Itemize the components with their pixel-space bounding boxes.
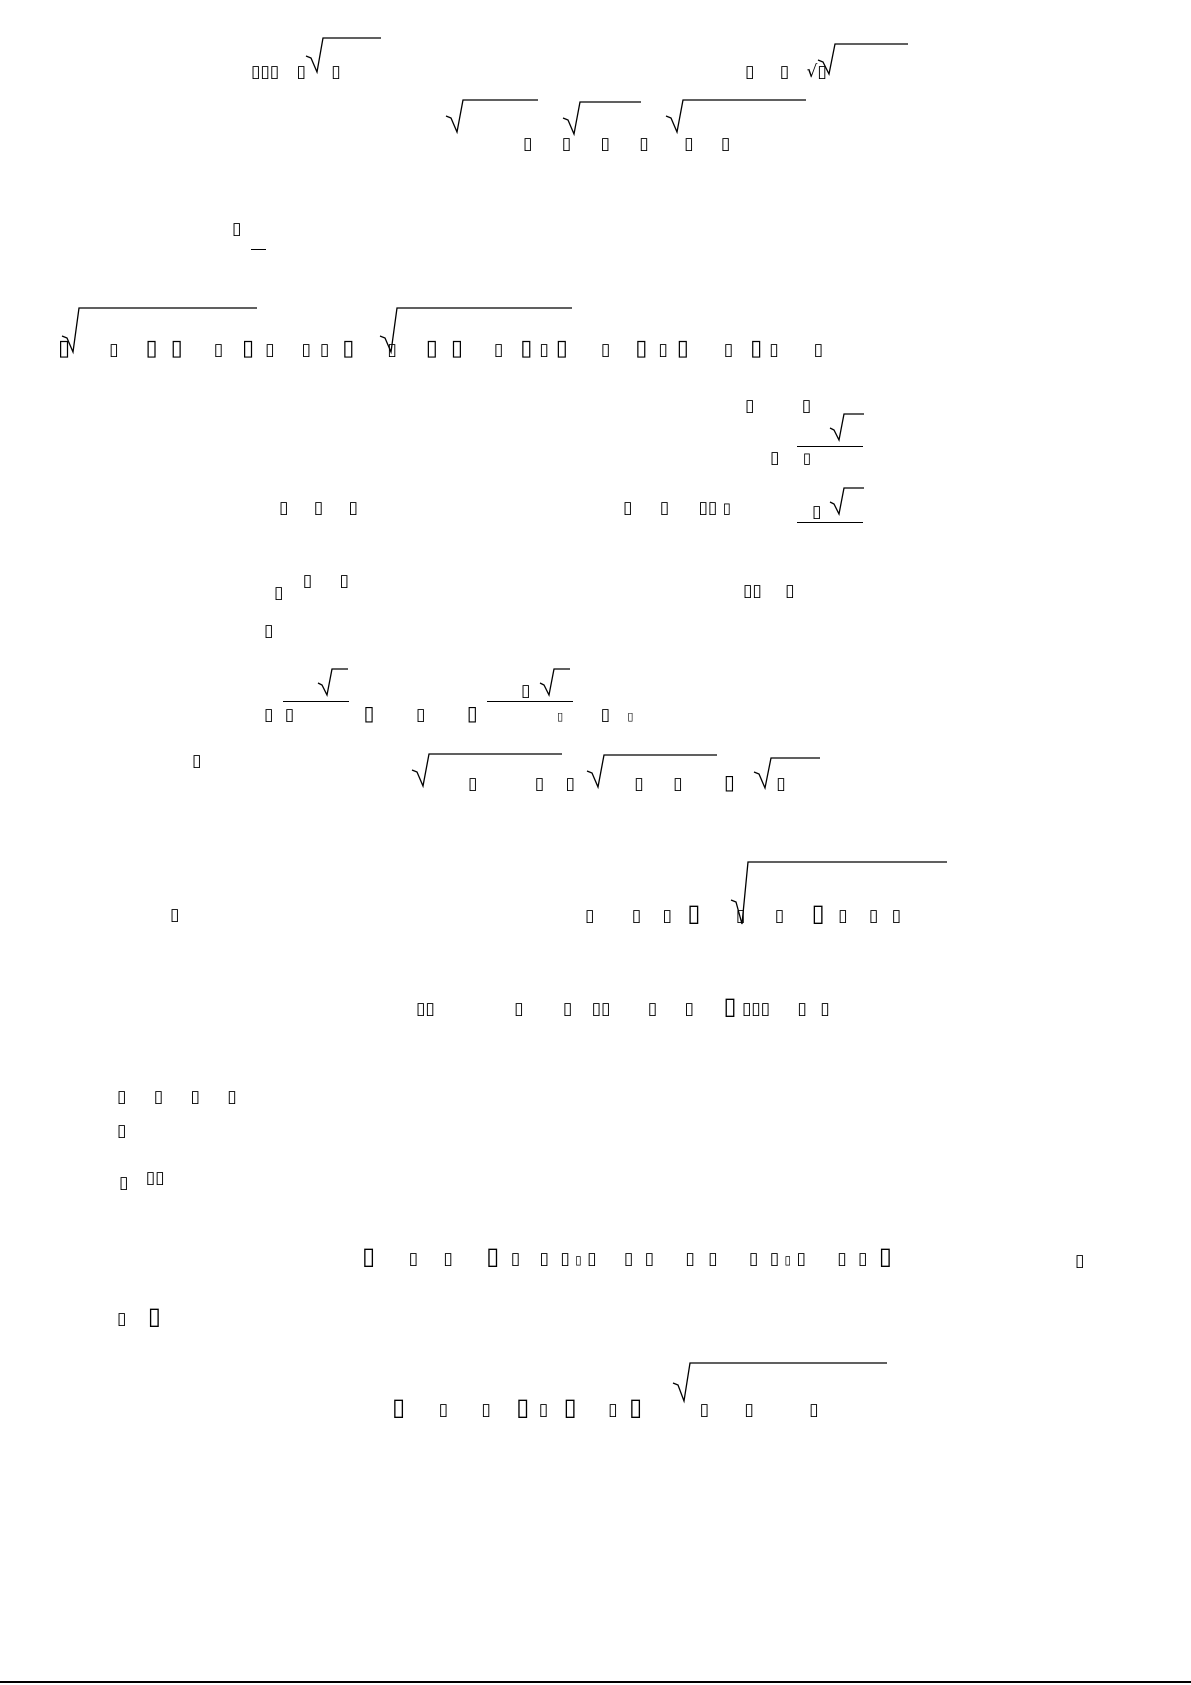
glyph: ▯ (170, 336, 183, 361)
glyph: ▯ (600, 340, 611, 360)
glyph: ▯ (117, 1087, 127, 1107)
glyph: ▯ (608, 1400, 618, 1420)
radical-sign (830, 486, 864, 516)
glyph: ▯ (560, 1249, 570, 1269)
glyph: ▯ (562, 999, 573, 1019)
glyph: ▯ (362, 1242, 376, 1270)
formula-line (770, 448, 811, 468)
glyph: ▯ (774, 906, 785, 926)
glyph: ▯ (523, 134, 533, 154)
glyph: ▯ (450, 336, 463, 361)
glyph: ▯▯▯ (741, 999, 771, 1019)
glyph: ▯ (676, 336, 689, 361)
glyph: ▯ (745, 62, 755, 82)
glyph: ▯ (387, 340, 397, 360)
glyph: ▯ (858, 1249, 868, 1269)
glyph: ▯ (837, 1249, 847, 1269)
glyph: ▯▯ (698, 498, 718, 518)
glyph: ▯ (575, 1253, 582, 1267)
glyph: ▯ (720, 134, 731, 154)
glyph: ▯ (265, 340, 275, 360)
glyph: ▯ (801, 396, 812, 416)
glyph: ▯ (809, 1400, 819, 1420)
fraction-bar (797, 446, 863, 447)
glyph: ▯ (779, 62, 790, 82)
glyph: ▯▯ (145, 1168, 165, 1188)
glyph: ▯ (363, 701, 375, 725)
glyph: ▯ (468, 774, 478, 794)
glyph: ▯ (878, 1242, 892, 1270)
formula-line (170, 905, 179, 925)
glyph: ▯ (538, 1400, 549, 1420)
glyph: ▯ (153, 1087, 164, 1107)
formula-line (585, 899, 901, 927)
glyph: ▯ (796, 1249, 806, 1269)
glyph: ▯ (539, 1249, 549, 1269)
glyph: ▯ (647, 999, 658, 1019)
fraction-bar (251, 249, 266, 250)
fraction-bar (487, 701, 573, 702)
glyph: ▯ (785, 581, 795, 601)
glyph: ▯ (302, 571, 313, 591)
glyph: ▯ (708, 1249, 718, 1269)
fraction-bar (283, 701, 349, 702)
formula-line (523, 134, 730, 154)
glyph: ▯ (723, 340, 734, 360)
glyph: ▯ (348, 498, 358, 518)
glyph: ▯ (673, 774, 683, 794)
formula-line (117, 1302, 161, 1330)
glyph: ▯▯▯ (251, 62, 280, 82)
formula-line (192, 751, 201, 771)
formula-line (468, 772, 786, 794)
radical-sign (818, 42, 908, 78)
formula-line (743, 581, 794, 601)
formula-line (745, 62, 827, 82)
glyph: ▯ (443, 1249, 453, 1269)
glyph: ▯ (274, 583, 284, 603)
glyph: ▯ (58, 336, 71, 361)
glyph: ▯ (117, 1309, 127, 1329)
glyph: ▯ (820, 999, 830, 1019)
formula-line (521, 681, 530, 701)
glyph: ▯ (408, 1249, 418, 1269)
glyph: ▯ (331, 62, 341, 82)
glyph: ▯ (301, 340, 311, 360)
glyph: ▯ (534, 774, 545, 794)
glyph: ▯ (425, 336, 438, 361)
radical-sign (666, 98, 806, 134)
formula-line (279, 498, 358, 518)
glyph: ▯ (415, 705, 426, 725)
glyph: ▯ (561, 134, 572, 154)
glyph: ▯ (838, 906, 848, 926)
radical-sign (306, 36, 381, 76)
formula-line (362, 1242, 892, 1270)
glyph: ▯ (812, 502, 822, 522)
formula-line (416, 992, 830, 1020)
glyph: ▯ (770, 448, 780, 468)
glyph: ▯ (539, 340, 549, 360)
radical-sign (540, 667, 570, 697)
glyph: ▯ (119, 1173, 129, 1193)
radical-sign (563, 100, 641, 136)
glyph: ▯ (438, 1400, 448, 1420)
glyph: ▯ (797, 999, 807, 1019)
formula-line (264, 621, 273, 641)
glyph: ▯ (284, 705, 295, 725)
formula-line (745, 396, 811, 416)
formula-line (117, 1087, 237, 1107)
glyph: ▯ (279, 498, 289, 518)
glyph: ▯ (1075, 1251, 1085, 1271)
glyph: ▯ (658, 340, 668, 360)
glyph: ▯ (486, 1242, 500, 1270)
glyph: ▯ (145, 336, 158, 361)
glyph: ▯ (516, 1393, 530, 1421)
glyph: ▯ (723, 992, 737, 1020)
glyph: ▯ (587, 1249, 597, 1269)
glyph: ▯ (170, 905, 180, 925)
glyph: ▯ (623, 498, 633, 518)
fraction-bar (797, 522, 863, 523)
glyph: ▯ (392, 1393, 406, 1421)
glyph: √▯ (806, 62, 827, 82)
glyph: ▯ (776, 774, 786, 794)
glyph: ▯ (296, 62, 306, 82)
glyph: ▯ (722, 499, 731, 517)
glyph: ▯ (192, 751, 202, 771)
glyph: ▯ (745, 396, 755, 416)
glyph: ▯ (699, 1400, 709, 1420)
glyph: ▯ (493, 340, 504, 360)
glyph: ▯ (109, 340, 119, 360)
glyph: ▯ (723, 770, 735, 794)
glyph: ▯ (687, 899, 701, 927)
glyph: ▯ (769, 1249, 780, 1269)
glyph: ▯ (264, 705, 274, 725)
glyph: ▯ (627, 710, 634, 723)
glyph: ▯ (555, 336, 568, 361)
glyph: ▯ (510, 1249, 521, 1269)
formula-line (117, 1121, 126, 1141)
glyph: ▯ (319, 340, 330, 360)
glyph: ▯ (190, 1087, 200, 1107)
glyph: ▯ (313, 498, 324, 518)
radical-sign (830, 412, 864, 442)
glyph: ▯ (117, 1121, 127, 1141)
glyph: ▯ (565, 774, 575, 794)
glyph: ▯ (600, 134, 610, 154)
glyph: ▯ (635, 336, 648, 361)
glyph: ▯ (563, 1393, 577, 1421)
glyph: ▯ (684, 134, 694, 154)
glyph: ▯ (750, 336, 763, 361)
glyph: ▯ (891, 906, 901, 926)
glyph: ▯ (514, 999, 524, 1019)
radical-sign (446, 98, 538, 134)
glyph: ▯ (735, 906, 746, 926)
glyph: ▯ (748, 1249, 759, 1269)
glyph: ▯ (466, 701, 478, 725)
formula-line (623, 498, 731, 518)
glyph: ▯ (628, 1393, 643, 1421)
glyph: ▯ (520, 336, 533, 361)
glyph: ▯ (521, 681, 531, 701)
formula-line (1075, 1251, 1084, 1271)
glyph: ▯ (634, 774, 644, 794)
glyph: ▯▯ (743, 581, 762, 601)
glyph: ▯▯ (416, 999, 435, 1019)
formula-line (119, 1168, 165, 1193)
glyph: ▯ (623, 1249, 634, 1269)
glyph: ▯ (557, 710, 564, 723)
glyph: ▯ (811, 899, 825, 927)
glyph: ▯ (339, 571, 349, 591)
glyph: ▯ (659, 498, 670, 518)
formula-line (58, 337, 823, 362)
glyph: ▯ (639, 134, 649, 154)
glyph: ▯▯ (591, 999, 611, 1019)
glyph: ▯ (769, 340, 779, 360)
glyph: ▯ (232, 219, 242, 239)
glyph: ▯ (585, 906, 595, 926)
glyph: ▯ (662, 906, 672, 926)
glyph: ▯ (644, 1249, 654, 1269)
glyph: ▯ (631, 906, 642, 926)
glyph: ▯ (802, 449, 812, 467)
glyph: ▯ (868, 906, 879, 926)
glyph: ▯ (744, 1400, 754, 1420)
glyph: ▯ (784, 1253, 792, 1267)
formula-line (392, 1393, 819, 1421)
glyph: ▯ (227, 1087, 237, 1107)
formula-line (812, 502, 821, 522)
glyph: ▯ (481, 1400, 491, 1420)
formula-line (232, 219, 241, 239)
radical-sign (318, 667, 348, 697)
glyph: ▯ (684, 999, 694, 1019)
glyph: ▯ (213, 340, 224, 360)
glyph: ▯ (813, 340, 823, 360)
page-bottom-rule (0, 1681, 1191, 1683)
glyph: ▯ (342, 336, 355, 361)
glyph: ▯ (147, 1302, 161, 1330)
glyph: ▯ (600, 705, 610, 725)
formula-line (274, 571, 349, 603)
glyph: ▯ (264, 621, 274, 641)
glyph: ▯ (242, 336, 255, 361)
glyph: ▯ (685, 1249, 695, 1269)
formula-line (264, 703, 633, 727)
